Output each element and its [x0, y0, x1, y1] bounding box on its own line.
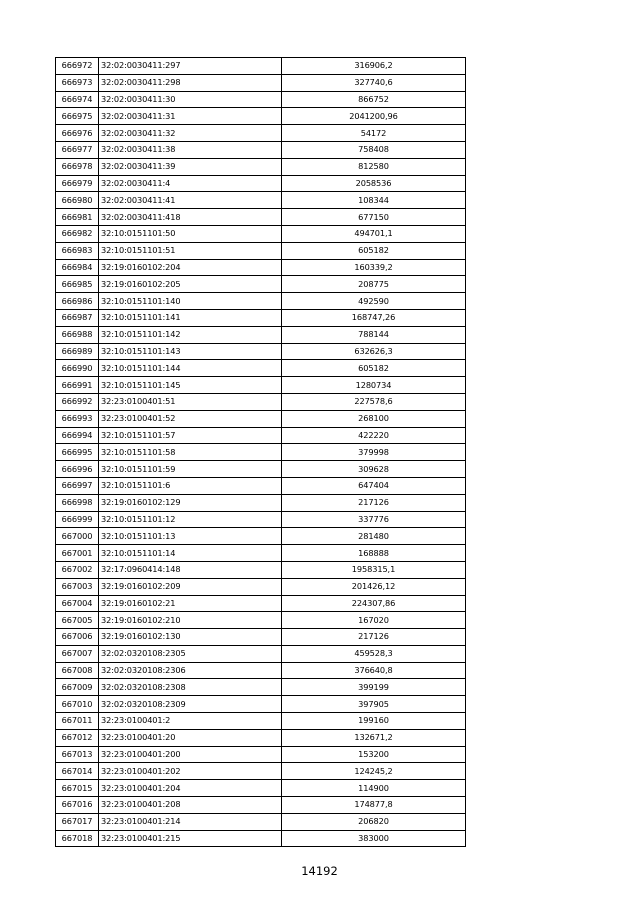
cadastral-number-cell: 32:23:0100401:52: [99, 410, 282, 427]
row-number-cell: 667002: [56, 561, 99, 578]
cadastral-value-cell: 199160: [282, 713, 466, 730]
row-number-cell: 666996: [56, 461, 99, 478]
table-row: [56, 461, 466, 478]
cadastral-number-cell: 32:19:0160102:204: [99, 259, 282, 276]
cadastral-number-cell: 32:02:0030411:32: [99, 125, 282, 142]
table-row: [56, 494, 466, 511]
cadastral-value-cell: 309628: [282, 461, 466, 478]
cadastral-value-cell: 397905: [282, 696, 466, 713]
cadastral-value-cell: 124245,2: [282, 763, 466, 780]
cadastral-number-cell: 32:17:0960414:148: [99, 561, 282, 578]
table-row: [56, 393, 466, 410]
cadastral-number-cell: 32:02:0030411:41: [99, 192, 282, 209]
row-number-cell: 666999: [56, 511, 99, 528]
table-row: [56, 91, 466, 108]
table-row: [56, 309, 466, 326]
table-row: [56, 780, 466, 797]
table-row: [56, 326, 466, 343]
cadastral-number-cell: 32:10:0151101:59: [99, 461, 282, 478]
row-number-cell: 666995: [56, 444, 99, 461]
row-number-cell: 666993: [56, 410, 99, 427]
cadastral-number-cell: 32:23:0100401:202: [99, 763, 282, 780]
row-number-cell: 666974: [56, 91, 99, 108]
cadastral-number-cell: 32:10:0151101:145: [99, 377, 282, 394]
cadastral-number-cell: 32:10:0151101:57: [99, 427, 282, 444]
cadastral-number-cell: 32:10:0151101:12: [99, 511, 282, 528]
cadastral-value-cell: 459528,3: [282, 645, 466, 662]
cadastral-number-cell: 32:23:0100401:214: [99, 813, 282, 830]
cadastral-number-cell: 32:02:0320108:2305: [99, 645, 282, 662]
cadastral-value-cell: 866752: [282, 91, 466, 108]
cadastral-number-cell: 32:19:0160102:21: [99, 595, 282, 612]
cadastral-number-cell: 32:02:0320108:2306: [99, 662, 282, 679]
table-row: [56, 74, 466, 91]
row-number-cell: 666987: [56, 309, 99, 326]
cadastral-value-cell: 383000: [282, 830, 466, 847]
cadastral-number-cell: 32:23:0100401:208: [99, 797, 282, 814]
cadastral-value-cell: 1958315,1: [282, 561, 466, 578]
cadastral-value-cell: 208775: [282, 276, 466, 293]
cadastral-number-cell: 32:02:0030411:30: [99, 91, 282, 108]
cadastral-number-cell: 32:23:0100401:51: [99, 393, 282, 410]
cadastral-number-cell: 32:10:0151101:6: [99, 477, 282, 494]
cadastral-number-cell: 32:19:0160102:205: [99, 276, 282, 293]
cadastral-number-cell: 32:10:0151101:140: [99, 293, 282, 310]
cadastral-number-cell: 32:10:0151101:142: [99, 326, 282, 343]
row-number-cell: 666975: [56, 108, 99, 125]
row-number-cell: 666980: [56, 192, 99, 209]
row-number-cell: 667008: [56, 662, 99, 679]
table-row: [56, 578, 466, 595]
table-row: [56, 477, 466, 494]
table-row: [56, 259, 466, 276]
cadastral-value-cell: 108344: [282, 192, 466, 209]
cadastral-number-cell: 32:10:0151101:51: [99, 242, 282, 259]
row-number-cell: 667010: [56, 696, 99, 713]
table-row: [56, 511, 466, 528]
table-row: [56, 629, 466, 646]
row-number-cell: 667007: [56, 645, 99, 662]
row-number-cell: 666972: [56, 58, 99, 75]
cadastral-value-cell: 1280734: [282, 377, 466, 394]
row-number-cell: 666977: [56, 141, 99, 158]
table-row: [56, 108, 466, 125]
cadastral-number-cell: 32:02:0030411:31: [99, 108, 282, 125]
cadastral-value-cell: 812580: [282, 158, 466, 175]
table-row: [56, 192, 466, 209]
table-row: [56, 679, 466, 696]
row-number-cell: 667004: [56, 595, 99, 612]
cadastral-number-cell: 32:10:0151101:144: [99, 360, 282, 377]
table-row: [56, 713, 466, 730]
cadastral-value-cell: 201426,12: [282, 578, 466, 595]
table-row: [56, 58, 466, 75]
table-row: [56, 612, 466, 629]
cadastral-number-cell: 32:23:0100401:215: [99, 830, 282, 847]
table-row: [56, 595, 466, 612]
row-number-cell: 666998: [56, 494, 99, 511]
cadastral-value-cell: 316906,2: [282, 58, 466, 75]
cadastral-value-cell: 2041200,96: [282, 108, 466, 125]
cadastral-value-cell: 217126: [282, 629, 466, 646]
table-row: [56, 662, 466, 679]
table-row: [56, 360, 466, 377]
table-row: [56, 444, 466, 461]
row-number-cell: 666992: [56, 393, 99, 410]
cadastral-number-cell: 32:02:0030411:39: [99, 158, 282, 175]
row-number-cell: 666990: [56, 360, 99, 377]
row-number-cell: 667015: [56, 780, 99, 797]
cadastral-number-cell: 32:02:0320108:2309: [99, 696, 282, 713]
cadastral-number-cell: 32:19:0160102:129: [99, 494, 282, 511]
table-row: [56, 427, 466, 444]
cadastral-number-cell: 32:19:0160102:209: [99, 578, 282, 595]
cadastral-value-cell: 281480: [282, 528, 466, 545]
table-row: [56, 830, 466, 847]
table-row: [56, 125, 466, 142]
cadastral-value-cell: 2058536: [282, 175, 466, 192]
cadastral-value-cell: 174877,8: [282, 797, 466, 814]
row-number-cell: 667012: [56, 729, 99, 746]
row-number-cell: 666989: [56, 343, 99, 360]
row-number-cell: 666973: [56, 74, 99, 91]
table-row: [56, 175, 466, 192]
cadastral-value-cell: 168747,26: [282, 309, 466, 326]
cadastral-value-cell: 327740,6: [282, 74, 466, 91]
cadastral-number-cell: 32:02:0030411:298: [99, 74, 282, 91]
cadastral-value-cell: 632626,3: [282, 343, 466, 360]
cadastral-value-cell: 132671,2: [282, 729, 466, 746]
row-number-cell: 667016: [56, 797, 99, 814]
row-number-cell: 666988: [56, 326, 99, 343]
row-number-cell: 667009: [56, 679, 99, 696]
cadastral-value-cell: 167020: [282, 612, 466, 629]
row-number-cell: 667017: [56, 813, 99, 830]
table-row: [56, 729, 466, 746]
cadastral-number-cell: 32:02:0030411:418: [99, 209, 282, 226]
table-body: [56, 58, 466, 847]
cadastral-value-cell: 217126: [282, 494, 466, 511]
page-number: 14192: [301, 864, 338, 878]
cadastral-value-cell: 376640,8: [282, 662, 466, 679]
cadastral-number-cell: 32:19:0160102:210: [99, 612, 282, 629]
table-row: [56, 746, 466, 763]
row-number-cell: 667001: [56, 545, 99, 562]
row-number-cell: 666984: [56, 259, 99, 276]
cadastral-value-cell: 494701,1: [282, 225, 466, 242]
cadastral-value-cell: 605182: [282, 242, 466, 259]
row-number-cell: 667000: [56, 528, 99, 545]
row-number-cell: 667005: [56, 612, 99, 629]
cadastral-number-cell: 32:23:0100401:20: [99, 729, 282, 746]
cadastral-value-cell: 160339,2: [282, 259, 466, 276]
table-row: [56, 242, 466, 259]
cadastral-value-cell: 224307,86: [282, 595, 466, 612]
cadastral-value-cell: 647404: [282, 477, 466, 494]
table-row: [56, 225, 466, 242]
table-row: [56, 696, 466, 713]
cadastral-number-cell: 32:10:0151101:14: [99, 545, 282, 562]
table-row: [56, 158, 466, 175]
row-number-cell: 666982: [56, 225, 99, 242]
table-row: [56, 545, 466, 562]
cadastral-value-cell: 492590: [282, 293, 466, 310]
row-number-cell: 667018: [56, 830, 99, 847]
cadastral-value-cell: 337776: [282, 511, 466, 528]
cadastral-value-cell: 168888: [282, 545, 466, 562]
cadastral-value-cell: 206820: [282, 813, 466, 830]
cadastral-number-cell: 32:02:0320108:2308: [99, 679, 282, 696]
cadastral-value-cell: 605182: [282, 360, 466, 377]
cadastral-value-cell: 379998: [282, 444, 466, 461]
cadastral-number-cell: 32:23:0100401:204: [99, 780, 282, 797]
cadastral-number-cell: 32:02:0030411:4: [99, 175, 282, 192]
table-row: [56, 813, 466, 830]
cadastral-number-cell: 32:10:0151101:13: [99, 528, 282, 545]
cadastral-number-cell: 32:02:0030411:297: [99, 58, 282, 75]
row-number-cell: 666994: [56, 427, 99, 444]
cadastral-value-cell: 227578,6: [282, 393, 466, 410]
cadastral-value-cell: 788144: [282, 326, 466, 343]
table-row: [56, 763, 466, 780]
table-row: [56, 343, 466, 360]
cadastral-value-cell: 54172: [282, 125, 466, 142]
cadastral-value-cell: 268100: [282, 410, 466, 427]
cadastral-number-cell: 32:23:0100401:2: [99, 713, 282, 730]
row-number-cell: 666986: [56, 293, 99, 310]
cadastral-number-cell: 32:23:0100401:200: [99, 746, 282, 763]
row-number-cell: 666991: [56, 377, 99, 394]
table-row: [56, 797, 466, 814]
row-number-cell: 666997: [56, 477, 99, 494]
table-row: [56, 293, 466, 310]
cadastral-number-cell: 32:10:0151101:50: [99, 225, 282, 242]
cadastral-number-cell: 32:02:0030411:38: [99, 141, 282, 158]
table-row: [56, 276, 466, 293]
row-number-cell: 666985: [56, 276, 99, 293]
cadastral-value-cell: 677150: [282, 209, 466, 226]
row-number-cell: 667003: [56, 578, 99, 595]
row-number-cell: 666981: [56, 209, 99, 226]
row-number-cell: 667011: [56, 713, 99, 730]
row-number-cell: 666979: [56, 175, 99, 192]
table-row: [56, 645, 466, 662]
row-number-cell: 666983: [56, 242, 99, 259]
table-row: [56, 209, 466, 226]
table-row: [56, 528, 466, 545]
cadastral-number-cell: 32:19:0160102:130: [99, 629, 282, 646]
cadastral-value-table: [55, 57, 466, 847]
table-row: [56, 377, 466, 394]
row-number-cell: 667006: [56, 629, 99, 646]
row-number-cell: 666976: [56, 125, 99, 142]
cadastral-value-cell: 153200: [282, 746, 466, 763]
table-row: [56, 410, 466, 427]
cadastral-number-cell: 32:10:0151101:143: [99, 343, 282, 360]
cadastral-number-cell: 32:10:0151101:141: [99, 309, 282, 326]
cadastral-value-cell: 422220: [282, 427, 466, 444]
row-number-cell: 667014: [56, 763, 99, 780]
table-row: [56, 561, 466, 578]
row-number-cell: 667013: [56, 746, 99, 763]
cadastral-value-cell: 399199: [282, 679, 466, 696]
cadastral-value-cell: 114900: [282, 780, 466, 797]
cadastral-value-cell: 758408: [282, 141, 466, 158]
row-number-cell: 666978: [56, 158, 99, 175]
cadastral-number-cell: 32:10:0151101:58: [99, 444, 282, 461]
table-row: [56, 141, 466, 158]
